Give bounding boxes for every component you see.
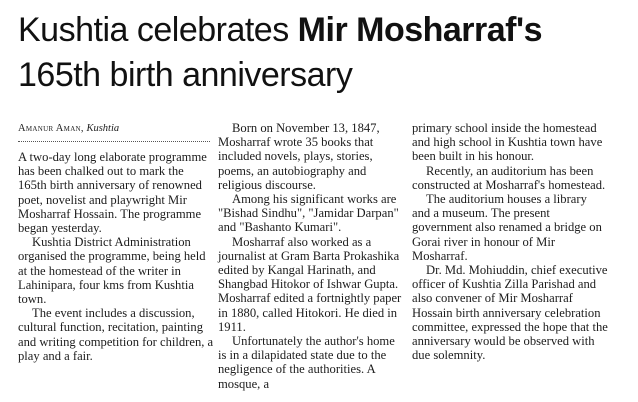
byline-place: Kushtia	[86, 123, 120, 134]
byline	[18, 122, 214, 136]
headline-text: Kushtia celebrates	[18, 11, 298, 49]
article-column-3	[412, 121, 608, 362]
paragraph: Mosharraf also worked as a journalist at Gram Barta Prokashika edited by Kangal Harinath, and Shangbad Hitokor of Ishwar Gupta. Mosharraf edited a fortnightly paper in 1880, called Hitokori. He died in 1911.	[218, 234, 402, 334]
paragraph: Recently, an auditorium has been constructed at Mosharraf's homestead.	[412, 163, 606, 192]
paragraph: Unfortunately the author's home is in a dilapidated state due to the negligence of the authorities. A mosque, a	[218, 334, 395, 391]
paragraph: The event includes a discussion, cultural function, recitation, painting and writing competition for children, a play and a fair.	[18, 306, 214, 363]
article-column-1	[18, 122, 214, 363]
paragraph: The auditorium houses a library and a museum. The present government also renamed a bridge on Gorai river in honour of Mir Mosharraf.	[412, 192, 602, 263]
headline	[18, 8, 628, 98]
paragraph: A two-day long elaborate programme has been chalked out to mark the 165th birth anniversary of renowned poet, novelist and playwright Mir Mosharraf Hossain. The programme began yesterday.	[18, 150, 207, 236]
byline-divider	[18, 141, 210, 142]
headline-line-1	[18, 8, 628, 53]
paragraph: Born on November 13, 1847, Mosharraf wrote 35 books that included novels, plays, stories, poems, an autobiography and religious discourse.	[218, 121, 380, 192]
headline-line-2: 165th birth anniversary	[18, 56, 353, 94]
article-column-2	[218, 121, 406, 391]
byline-author: Amanur Aman,	[18, 123, 84, 134]
paragraph: primary school inside the homestead and high school in Kushtia town have been built in his honour.	[412, 121, 603, 164]
paragraph: Kushtia District Administration organised the programme, being held at the homestead of the writer in Lahinipara, four kms from Kushtia town.	[18, 235, 206, 307]
headline-bold-name: Mir Mosharraf's	[297, 11, 542, 49]
paragraph: Dr. Md. Mohiuddin, chief executive officer of Kushtia Zilla Parishad and also convener of Mir Mosharraf Hossain birth anniversary celebration committee, expressed the hope that the anniversary would be observed with due solemnity.	[412, 263, 608, 363]
paragraph: Among his significant works are "Bishad Sindhu", "Jamidar Darpan" and "Bashanto Kumari".	[218, 192, 399, 235]
